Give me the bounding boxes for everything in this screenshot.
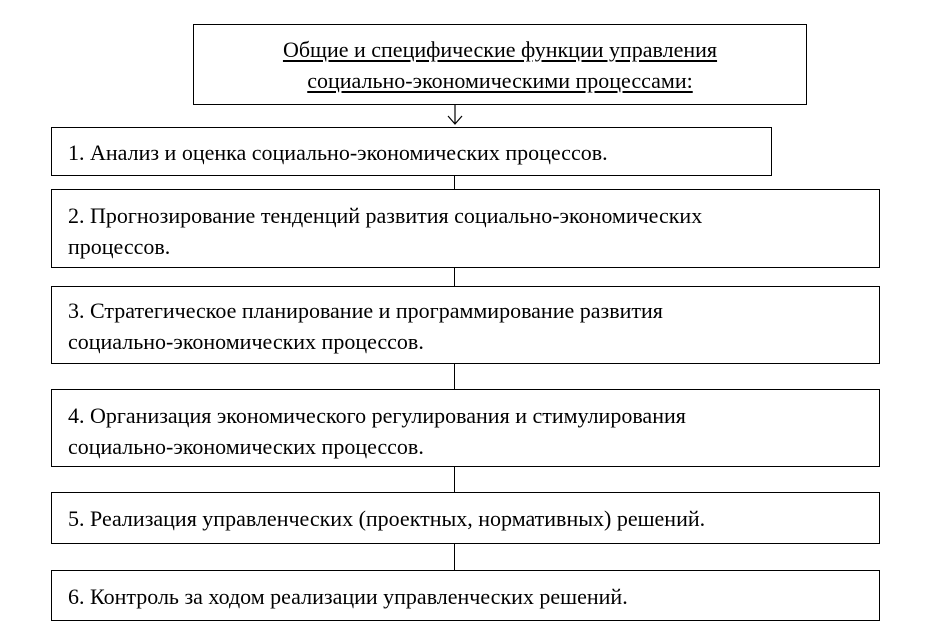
step-3-text-line-2: социально-экономических процессов. bbox=[68, 329, 424, 354]
diagram-title-box bbox=[193, 24, 807, 105]
step-4-text-line-1: 4. Организация экономического регулирования и стимулирования bbox=[68, 403, 686, 428]
connector-1-2 bbox=[454, 175, 455, 190]
diagram-title-line-2: социально-экономическими процессами: bbox=[307, 68, 693, 93]
step-box-4 bbox=[51, 389, 880, 467]
step-box-1 bbox=[51, 127, 772, 176]
step-box-5 bbox=[51, 492, 880, 544]
step-5-text: 5. Реализация управленческих (проектных, нормативных) решений. bbox=[68, 506, 706, 531]
connector-4-5 bbox=[454, 466, 455, 493]
step-4-text-line-2: социально-экономических процессов. bbox=[68, 434, 424, 459]
step-3-text-line-1: 3. Стратегическое планирование и программирование развития bbox=[68, 298, 663, 323]
step-1-text: 1. Анализ и оценка социально-экономических процессов. bbox=[68, 140, 608, 165]
down-arrow-icon bbox=[445, 104, 465, 126]
connector-3-4 bbox=[454, 363, 455, 390]
step-2-text-line-1: 2. Прогнозирование тенденций развития социально-экономических bbox=[68, 203, 703, 228]
step-6-text: 6. Контроль за ходом реализации управленческих решений. bbox=[68, 584, 628, 609]
connector-2-3 bbox=[454, 267, 455, 287]
step-box-3 bbox=[51, 286, 880, 364]
connector-5-6 bbox=[454, 543, 455, 571]
step-box-2 bbox=[51, 189, 880, 268]
diagram-title-line-1: Общие и специфические функции управления bbox=[282, 37, 718, 62]
step-2-text-line-2: процессов. bbox=[68, 234, 171, 259]
step-box-6 bbox=[51, 570, 880, 621]
